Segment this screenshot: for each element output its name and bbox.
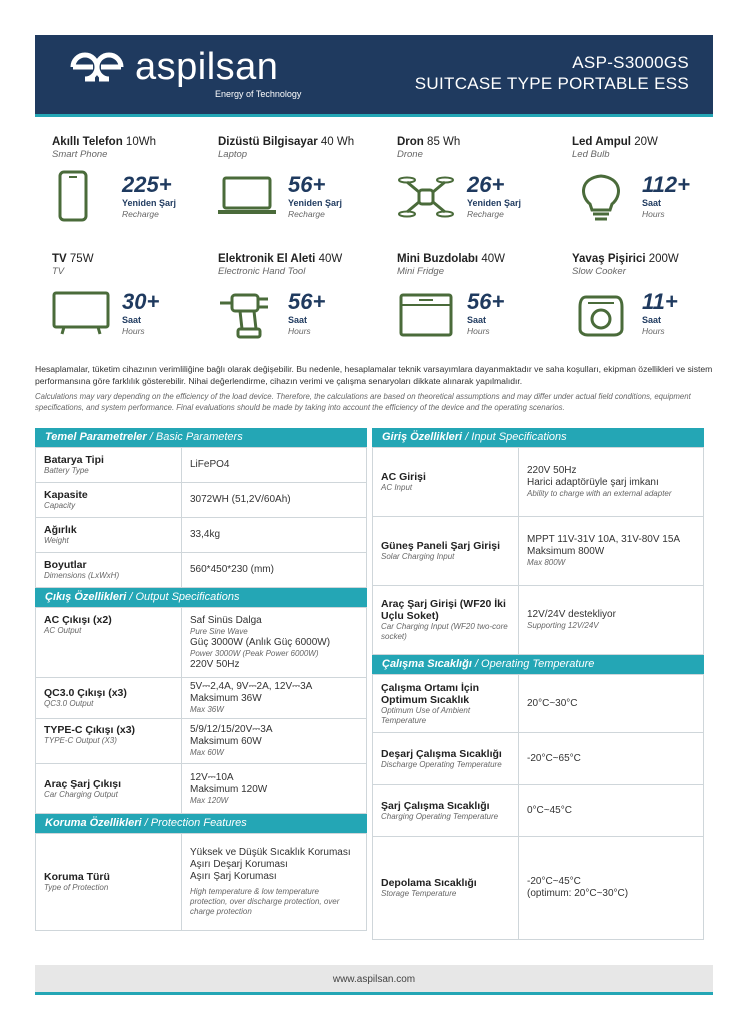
table-row: Batarya Tipi Battery Type LiFePO4 <box>36 448 367 483</box>
device-unit: Saat <box>288 315 308 325</box>
device-unit: Saat <box>467 315 487 325</box>
device-name: Mini Buzdolabı 40W <box>397 253 505 265</box>
device-name-en: TV <box>52 266 65 277</box>
section-input-specifications: Giriş Özellikleri / Input Specifications <box>372 428 704 447</box>
device-value: 56+ <box>288 289 326 314</box>
device-name-en: Drone <box>397 149 423 160</box>
device-card <box>572 136 732 241</box>
table-row: Kapasite Capacity 3072WH (51,2V/60Ah) <box>36 483 367 518</box>
drone-icon <box>397 170 455 224</box>
device-name-en: Slow Cooker <box>572 266 626 277</box>
disclaimer-en: Calculations may vary depending on the efficiency of the load device. Therefore, the calculations are based on theoretical assumptions and may differ under actual field conditions, equipment specifications, and system performance. Final evaluations should be made by taking into account the efficiency of the device and the operating scenarios. <box>35 392 691 412</box>
table-row: Şarj Çalışma Sıcaklığı Charging Operating Temperature 0°C~45°C <box>373 785 704 837</box>
basic-parameters-table <box>35 447 367 588</box>
table-row: Deşarj Çalışma Sıcaklığı Discharge Operating Temperature -20°C~65°C <box>373 733 704 785</box>
device-unit-en: Hours <box>122 326 145 336</box>
table-row: Ağırlık Weight 33,4kg <box>36 518 367 553</box>
right-spec-column <box>372 428 704 940</box>
device-unit-en: Hours <box>642 209 665 219</box>
device-card <box>572 253 732 358</box>
website-link[interactable]: www.aspilsan.com <box>332 974 416 985</box>
device-name: Yavaş Pişirici 200W <box>572 253 679 265</box>
device-value: 11+ <box>642 289 678 314</box>
table-row: TYPE-C Çıkışı (x3) TYPE-C Output (X3) 5/9/12/15/20V⎓3A Maksimum 60W Max 60W <box>36 719 367 764</box>
device-card <box>52 253 212 358</box>
table-row: QC3.0 Çıkışı (x3) QC3.0 Output 5V⎓2,4A, 9V⎓2A, 12V⎓3A Maksimum 36W Max 36W <box>36 678 367 719</box>
device-unit: Saat <box>642 315 662 325</box>
fridge-icon <box>397 287 455 341</box>
output-specifications-table <box>35 607 367 814</box>
device-card <box>52 136 212 241</box>
left-spec-column <box>35 428 367 931</box>
table-row: Boyutlar Dimensions (LxWxH) 560*450*230 (mm) <box>36 553 367 588</box>
device-unit: Yeniden Şarj <box>122 198 177 208</box>
device-value: 112+ <box>642 172 690 197</box>
table-row: Güneş Paneli Şarj Girişi Solar Charging Input MPPT 11V-31V 10A, 31V-80V 15A Maksimum 800W Max 800W <box>373 517 704 586</box>
drill-icon <box>218 287 276 341</box>
aspilsan-logo-icon <box>65 47 129 87</box>
device-value: 30+ <box>122 289 160 314</box>
table-row: Koruma Türü Type of Protection Yüksek ve Düşük Sıcaklık Koruması Aşırı Deşarj Koruması Aşırı Şarj Koruması High temperature & low temperature protection, over discharge protection, over charge protection <box>36 834 367 931</box>
device-value: 225+ <box>122 172 172 197</box>
device-name: Led Ampul 20W <box>572 136 658 148</box>
device-name: Dizüstü Bilgisayar 40 Wh <box>218 136 355 148</box>
header-banner <box>35 35 713 117</box>
section-operating-temperature: Çalışma Sıcaklığı / Operating Temperature <box>372 655 704 674</box>
device-unit-en: Recharge <box>122 209 159 219</box>
model-number: ASP-S3000GS <box>572 53 689 72</box>
table-row: Çalışma Ortamı İçin Optimum Sıcaklık Optimum Use of Ambient Temperature 20°C~30°C <box>373 675 704 733</box>
table-row: Araç Şarj Çıkışı Car Charging Output 12V⎓10A Maksimum 120W Max 120W <box>36 764 367 814</box>
table-row: AC Çıkışı (x2) AC Output Saf Sinüs Dalga Pure Sine Wave Güç 3000W (Anlık Güç 6000W) Power 3000W (Peak Power 6000W) 220V 50Hz <box>36 608 367 678</box>
device-unit-en: Recharge <box>467 209 504 219</box>
device-card <box>397 136 557 241</box>
device-card <box>218 136 378 241</box>
section-protection-features: Koruma Özellikleri / Protection Features <box>35 814 367 833</box>
device-unit: Saat <box>122 315 142 325</box>
device-name: Dron 85 Wh <box>397 136 461 148</box>
operating-temperature-table <box>372 674 704 940</box>
device-value: 26+ <box>467 172 505 197</box>
table-row: AC Girişi AC Input 220V 50Hz Harici adaptörüyle şarj imkanı Ability to charge with an external adapter <box>373 448 704 517</box>
footer-bar <box>35 965 713 995</box>
device-unit-en: Recharge <box>288 209 325 219</box>
section-basic-parameters: Temel Parametreler / Basic Parameters <box>35 428 367 447</box>
model-title <box>415 52 689 94</box>
device-unit-en: Hours <box>288 326 311 336</box>
input-specifications-table <box>372 447 704 655</box>
device-name-en: Led Bulb <box>572 149 610 160</box>
brand-logo <box>65 47 278 87</box>
device-name-en: Smart Phone <box>52 149 108 160</box>
device-unit: Saat <box>642 198 662 208</box>
bulb-icon <box>572 170 630 224</box>
device-name: Elektronik El Aleti 40W <box>218 253 343 265</box>
device-name: Akıllı Telefon 10Wh <box>52 136 156 148</box>
section-output-specifications: Çıkış Özellikleri / Output Specifications <box>35 588 367 607</box>
protection-features-table <box>35 833 367 931</box>
cooker-icon <box>572 287 630 341</box>
device-unit: Yeniden Şarj <box>467 198 522 208</box>
brand-tagline: Energy of Technology <box>215 89 302 99</box>
device-unit-en: Hours <box>642 326 665 336</box>
brand-name: aspilsan <box>135 46 279 88</box>
device-name-en: Electronic Hand Tool <box>218 266 306 277</box>
device-name: TV 75W <box>52 253 94 265</box>
device-unit: Yeniden Şarj <box>288 198 343 208</box>
disclaimer-tr: Hesaplamalar, tüketim cihazının verimliliğine bağlı olarak değişebilir. Bu nedenle, hesaplamalar teknik varsayımlara dayanmaktadır ve saha koşulları, ekipman özellikleri ve sistem performansına göre farklılık gösterebilir. Nihai değerlendirme, cihazın verimi ve çalışma senaryoları dikkate alınarak yapılmalıdır. <box>35 364 713 386</box>
device-unit-en: Hours <box>467 326 490 336</box>
model-type: SUITCASE TYPE PORTABLE ESS <box>414 74 689 93</box>
laptop-icon <box>218 170 276 224</box>
smartphone-icon <box>52 170 110 224</box>
device-value: 56+ <box>467 289 505 314</box>
device-card <box>218 253 378 358</box>
table-row: Araç Şarj Girişi (WF20 İki Uçlu Soket) Car Charging Input (WF20 two-core socket) 12V/24V destekliyor Supporting 12V/24V <box>373 586 704 655</box>
device-name-en: Mini Fridge <box>397 266 444 277</box>
tv-icon <box>52 287 110 341</box>
device-card <box>397 253 557 358</box>
device-name-en: Laptop <box>218 149 248 160</box>
table-row: Depolama Sıcaklığı Storage Temperature -20°C~45°C (optimum: 20°C~30°C) <box>373 837 704 940</box>
device-value: 56+ <box>288 172 326 197</box>
